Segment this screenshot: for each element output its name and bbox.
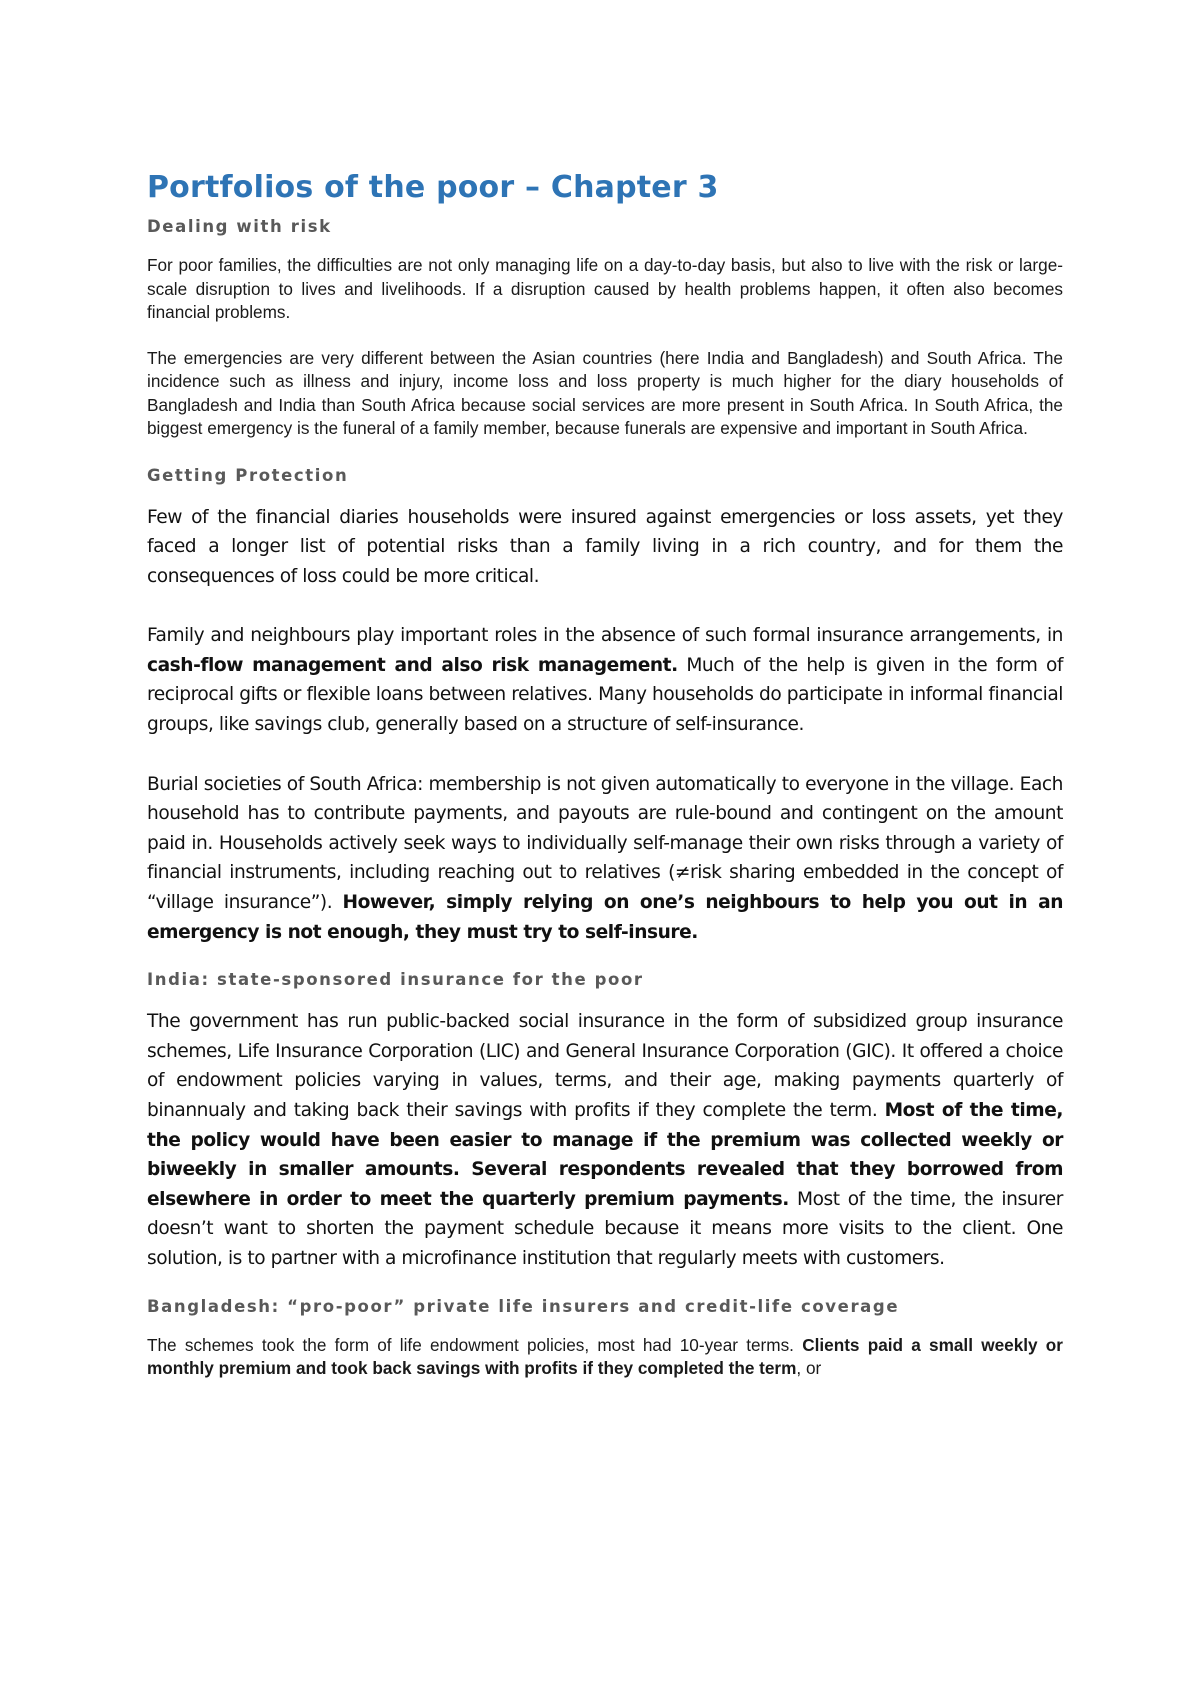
paragraph-india	[147, 1007, 1063, 1273]
paragraph-burial-societies	[147, 770, 1063, 948]
text-run-bold: However, simply relying on one’s neighbours to help you out in an emergency is not enough, they must try to self-insure.	[147, 892, 1063, 943]
text-run-bold: cash-flow management and also risk management.	[147, 654, 678, 676]
paragraph-family-neighbours	[147, 621, 1063, 739]
document-subtitle: Dealing with risk	[147, 217, 332, 236]
paragraph-emergencies: The emergencies are very different between the Asian countries (here India and Bangladesh) and South Africa. The incidence such as illness and injury, income loss and loss property is much higher for the diary households of Bangladesh and India than South Africa because social services are more present in South Africa. In South Africa, the biggest emergency is the funeral of a family member, because funerals are expensive and important in South Africa.	[147, 347, 1063, 438]
text-run: Family and neighbours play important roles in the absence of such formal insurance arrangements, in	[147, 625, 1063, 647]
heading-bangladesh: Bangladesh: “pro-poor” private life insurers and credit-life coverage	[147, 1296, 900, 1316]
paragraph-bangladesh	[147, 1334, 1063, 1381]
text-run: Burial societies of South Africa: membership is not given automatically to everyone in the village. Each household has to contribute payments, and payouts are rule-bound and contingent on the amount paid in. Households actively seek ways to individually self-manage their own risks through a variety of financial instruments, including reaching out to relatives (≠risk sharing embedded in the concept of “village insurance”).	[147, 773, 1063, 914]
text-run: The government has run public-backed social insurance in the form of subsidized group insurance schemes, Life Insurance Corporation (LIC) and General Insurance Corporation (GIC). It offered a choice of endowment policies varying in values, terms, and their age, making payments quarterly of binannualy and taking back their savings with profits if they complete the term.	[147, 1011, 1063, 1121]
heading-india: India: state-sponsored insurance for the poor	[147, 970, 644, 990]
text-run: , or	[796, 1358, 822, 1379]
document-body	[147, 168, 1063, 1381]
text-run-bold: Clients paid a small weekly or monthly premium and took back savings with profits if they completed the term	[147, 1334, 1063, 1379]
document-title: Portfolios of the poor – Chapter 3	[147, 170, 719, 205]
text-run: Most of the time, the insurer doesn’t want to shorten the payment schedule because it means more visits to the client. One solution, is to partner with a microfinance institution that regularly meets with customers.	[147, 1188, 1063, 1269]
heading-getting-protection: Getting Protection	[147, 465, 349, 485]
paragraph-intro: For poor families, the difficulties are not only managing life on a day-to-day basis, but also to live with the risk or large-scale disruption to lives and livelihoods. If a disruption caused by health problems happen, it often also becomes financial problems.	[147, 255, 1063, 322]
text-run-bold: Most of the time, the policy would have been easier to manage if the premium was collected weekly or biweekly in smaller amounts. Several respondents revealed that they borrowed from elsewhere in order to meet the quarterly premium payments.	[147, 1100, 1063, 1210]
text-run: Much of the help is given in the form of reciprocal gifts or flexible loans between relatives. Many households do participate in informal financial groups, like savings club, generally based on a structure of self-insurance.	[147, 654, 1064, 736]
text-run: The schemes took the form of life endowment policies, most had 10-year terms.	[147, 1334, 803, 1355]
paragraph-protection: Few of the financial diaries households were insured against emergencies or loss assets, yet they faced a longer list of potential risks than a family living in a rich country, and for them the consequences of loss could be more critical.	[147, 506, 1063, 587]
